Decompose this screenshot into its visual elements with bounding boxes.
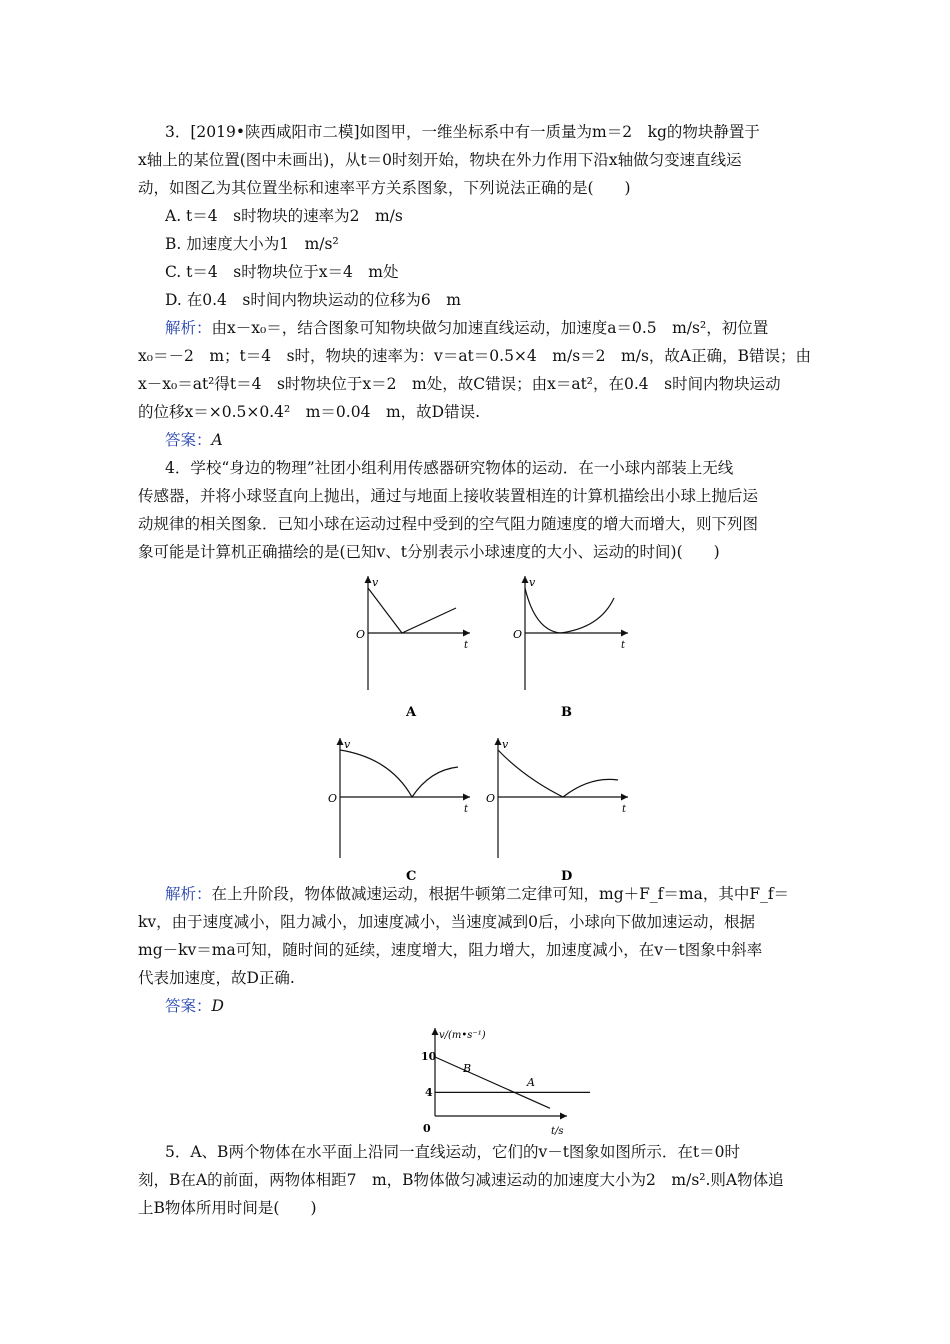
q3-answer-label: 答案：	[165, 431, 212, 449]
q3-line-3: 动，如图乙为其位置坐标和速率平方关系图象，下列说法正确的是( )	[138, 179, 631, 197]
q3-analysis-line-4: 的位移x＝×0.5×0.4² m＝0.04 m，故D错误.	[138, 403, 480, 421]
graph-c-curve	[340, 750, 458, 797]
q4-line-1: 4．学校“身边的物理”社团小组利用传感器研究物体的运动．在一小球内部装上无线	[165, 459, 734, 477]
q3-answer: A	[211, 431, 223, 449]
q5-vt-chart	[395, 1022, 595, 1140]
q4-line-2: 传感器，并将小球竖直向上抛出，通过与地面上接收装置相连的计算机描绘出小球上抛后运	[138, 487, 759, 505]
q4-answer-label: 答案：	[165, 997, 212, 1015]
q4-analysis-label: 解析：	[165, 885, 212, 903]
q4-analysis-line-2: kv，由于速度减小，阻力减小，加速度减小，当速度减到0后，小球向下做加速运动，根据	[138, 913, 756, 931]
q3-option-c: C. t＝4 s时物块位于x＝4 m处	[165, 263, 399, 281]
graph-c	[328, 738, 470, 884]
q3-line-2: x轴上的某位置(图中未画出)，从t＝0时刻开始，物块在外力作用下沿x轴做匀变速直线运	[138, 151, 742, 169]
q5-line-3: 上B物体所用时间是( )	[138, 1199, 317, 1217]
graph-d-t-label: t	[622, 804, 627, 815]
q5-y-label: v/(m•s⁻¹)	[439, 1030, 486, 1041]
q3-analysis-label: 解析：	[165, 319, 212, 337]
graph-b-curve	[525, 588, 614, 633]
graph-b	[513, 576, 628, 720]
graph-d-origin: O	[486, 792, 496, 805]
q3-option-b: B. 加速度大小为1 m/s²	[165, 235, 339, 253]
graph-b-origin: O	[513, 628, 523, 641]
graph-a-v-label: v	[372, 576, 379, 589]
q4-analysis-line-4: 代表加速度，故D正确.	[138, 969, 295, 987]
q3-analysis-line-2: x₀＝－2 m；t＝4 s时，物块的速率为：v＝at＝0.5×4 m/s＝2 m/s，故A正确，B错误；由	[138, 347, 811, 365]
q3-option-a: A. t＝4 s时物块的速率为2 m/s	[165, 207, 403, 225]
graph-b-t-label: t	[621, 640, 626, 651]
graph-b-caption: B	[561, 705, 572, 720]
q5-tick-10: 10	[421, 1050, 437, 1063]
graph-c-caption: C	[406, 869, 417, 884]
graph-c-t-label: t	[464, 804, 469, 815]
q4-analysis-line-3: mg－kv＝ma可知，随时间的延续，速度增大，阻力增大，加速度减小，在v－t图象中斜率	[138, 941, 763, 959]
q4-answer: D	[211, 997, 224, 1015]
q5-x-label: t/s	[551, 1126, 564, 1137]
q5-origin: 0	[423, 1122, 431, 1135]
graph-d-caption: D	[561, 869, 573, 884]
graph-a-caption: A	[406, 705, 417, 720]
q4-analysis-line-1	[165, 884, 828, 904]
q3-analysis-text: 由x－x₀＝，结合图象可知物块做匀加速直线运动，加速度a＝0.5 m/s²，初位置	[211, 319, 769, 337]
q3-line-1: 3．[2019•陕西咸阳市二模]如图甲，一维坐标系中有一质量为m＝2 kg的物块静置于	[165, 123, 760, 141]
q5-tick-4: 4	[425, 1086, 433, 1099]
q4-line-4: 象可能是计算机正确描绘的是(已知v、t分别表示小球速度的大小、运动的时间)( )	[138, 543, 720, 561]
graph-a-origin: O	[356, 628, 366, 641]
q3-answer-line	[165, 430, 828, 450]
q5-series-a-label: A	[527, 1076, 535, 1089]
q5-series-b-label: B	[463, 1062, 472, 1075]
q4-graphs	[320, 568, 650, 888]
q4-analysis-text: 在上升阶段，物体做减速运动，根据牛顿第二定律可知，mg＋F_f＝ma，其中F_f＝	[211, 885, 790, 903]
q3-option-d: D. 在0.4 s时间内物块运动的位移为6 m	[165, 291, 461, 309]
q3-analysis-line-3: x－x₀＝at²得t＝4 s时物块位于x＝2 m处，故C错误；由x＝at²，在0.4 s时间内物块运动	[138, 375, 781, 393]
graph-d	[486, 738, 628, 884]
q3-analysis-line-1	[165, 318, 828, 338]
q4-line-3: 动规律的相关图象．已知小球在运动过程中受到的空气阻力随速度的增大而增大，则下列图	[138, 515, 759, 533]
graph-a-curve	[368, 588, 456, 633]
graph-d-v-label: v	[502, 738, 509, 751]
q5-line-2: 刻，B在A的前面，两物体相距7 m，B物体做匀减速运动的加速度大小为2 m/s².则A物体追	[138, 1171, 784, 1189]
graph-c-v-label: v	[344, 738, 351, 751]
graph-c-origin: O	[328, 792, 338, 805]
graph-a	[356, 576, 470, 720]
q4-answer-line	[165, 996, 828, 1016]
graph-b-v-label: v	[529, 576, 536, 589]
q5-line-1: 5．A、B两个物体在水平面上沿同一直线运动，它们的v－t图象如图所示．在t＝0时	[165, 1143, 741, 1161]
graph-d-curve	[498, 750, 618, 797]
graph-a-t-label: t	[464, 640, 469, 651]
